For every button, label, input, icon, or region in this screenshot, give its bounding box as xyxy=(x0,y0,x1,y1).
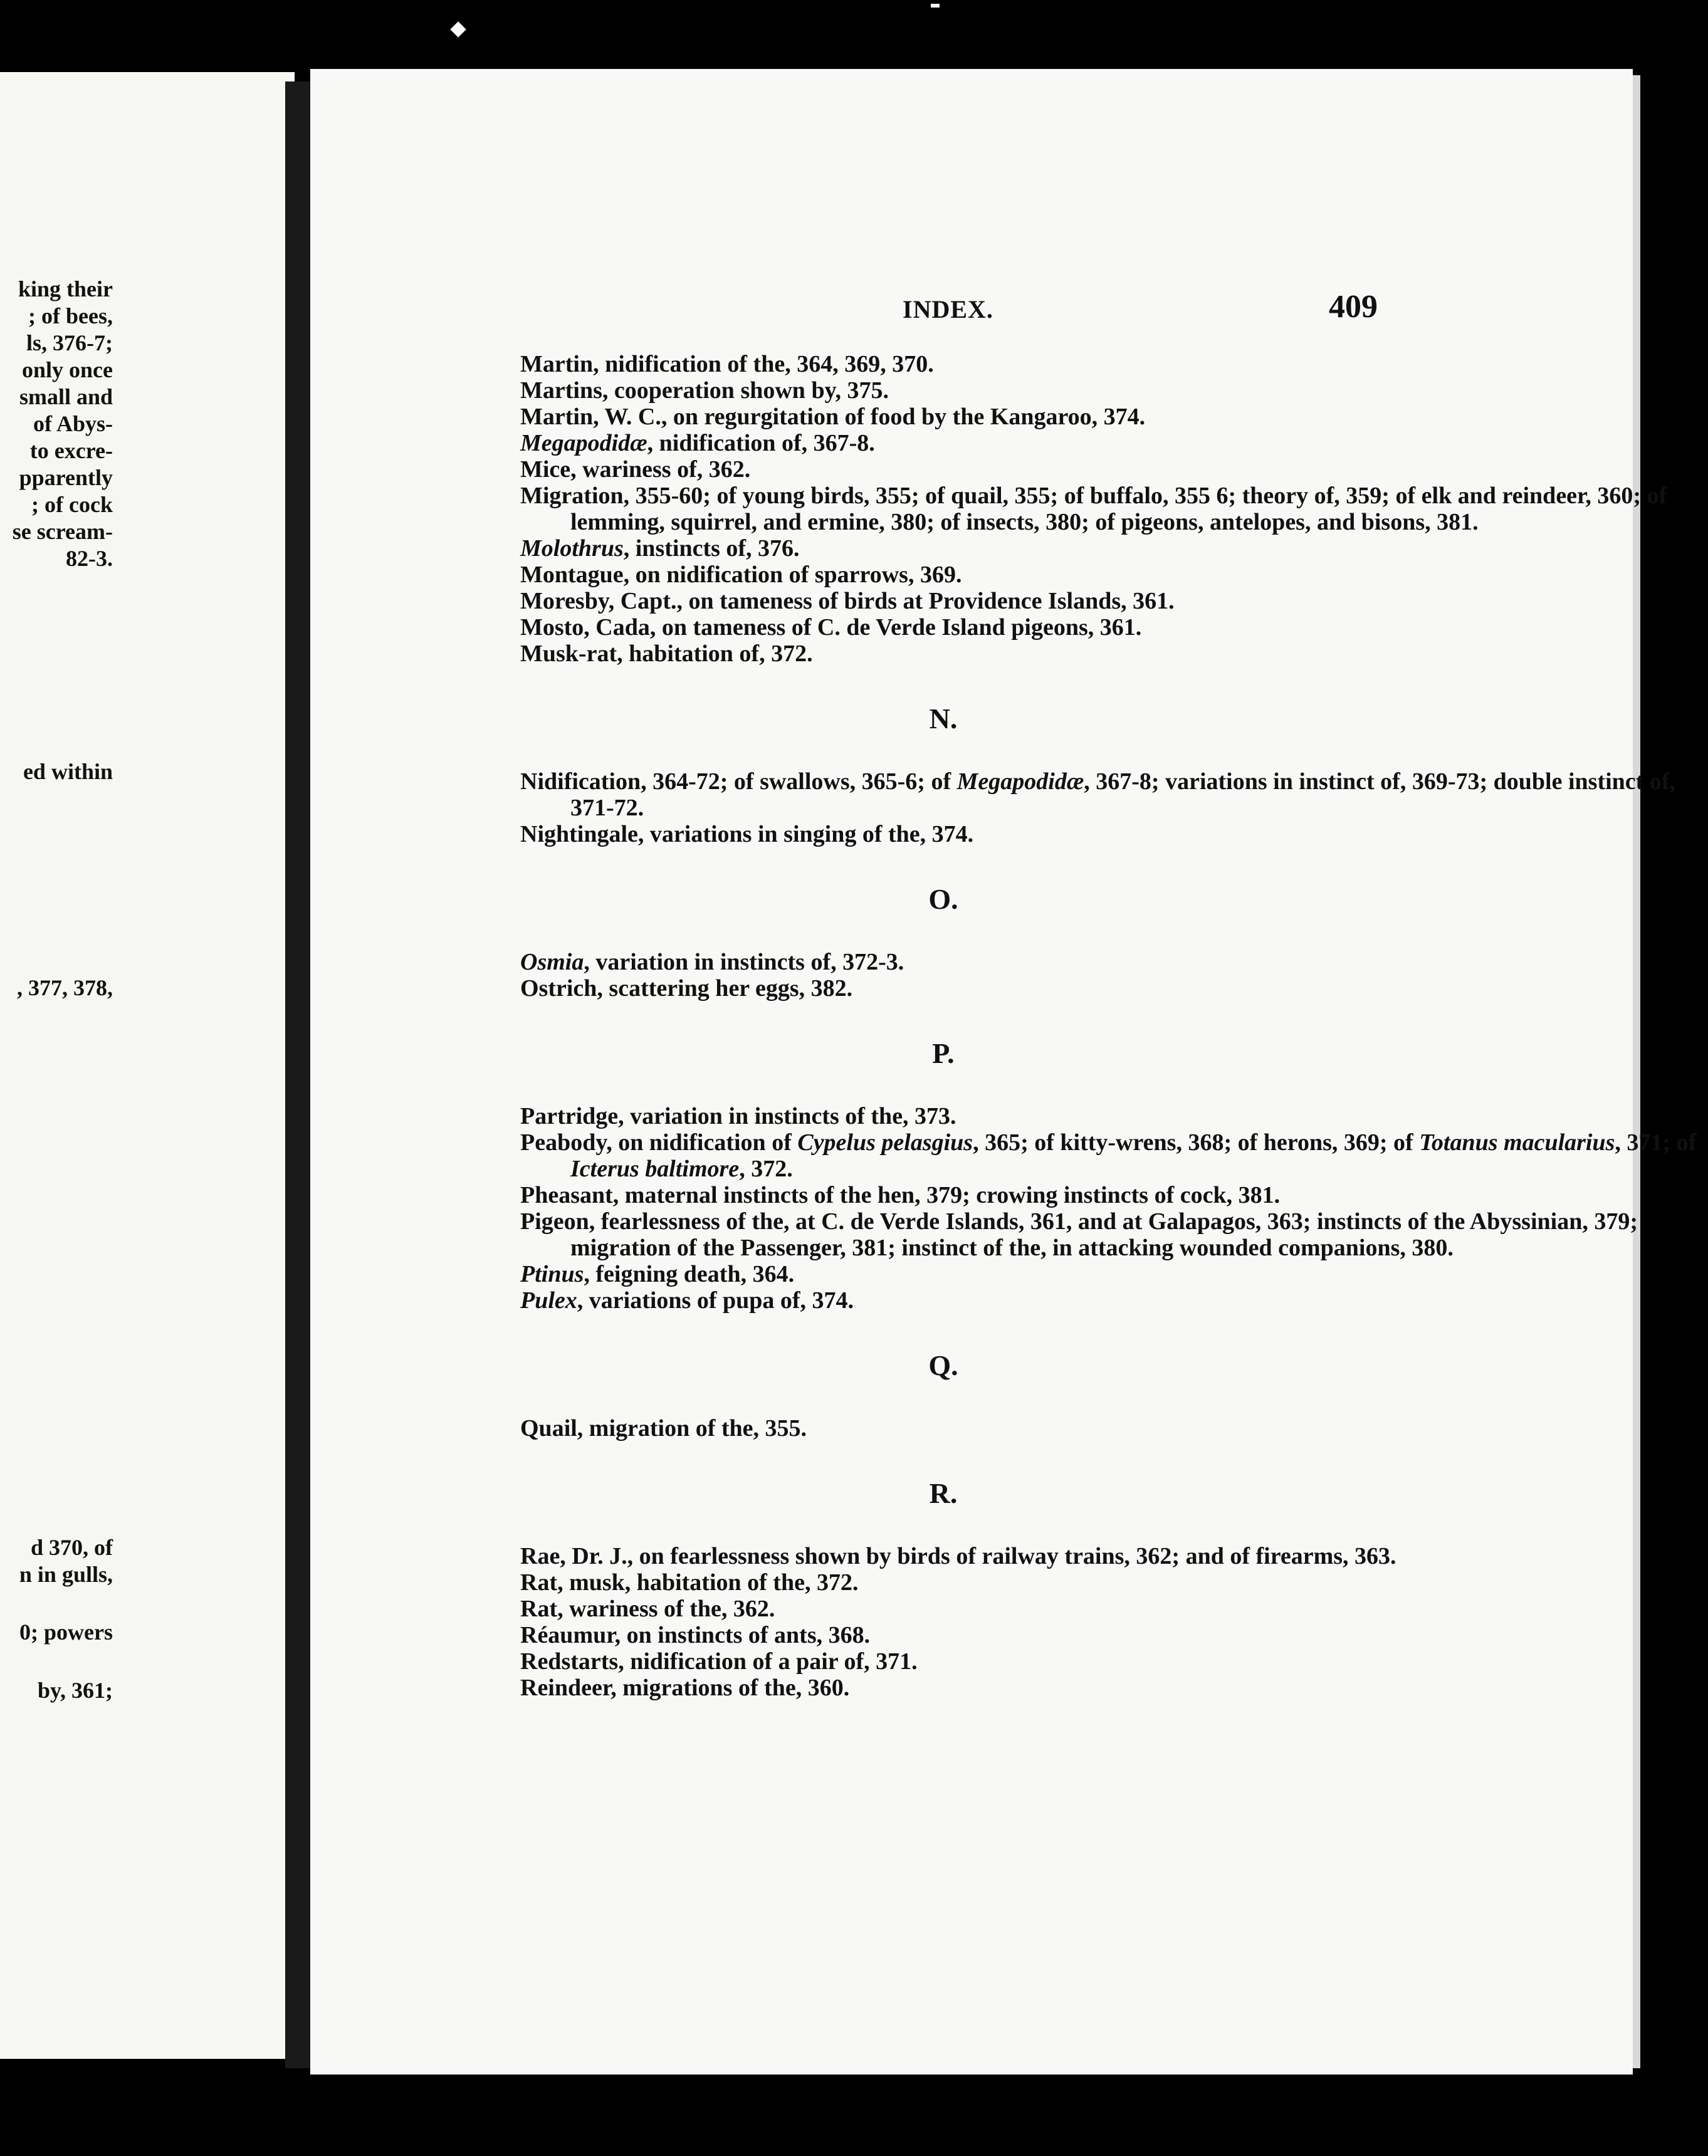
index-entry: Pheasant, maternal instincts of the hen, 379; crowing instincts of cock, 381. xyxy=(520,1182,1281,1208)
facing-page-fragment: se scream- xyxy=(12,519,113,544)
index-entry: Martins, cooperation shown by, 375. xyxy=(520,377,889,404)
scan-speck xyxy=(450,21,466,37)
index-entry: Rat, musk, habitation of the, 372. xyxy=(520,1569,859,1596)
index-entry: Ostrich, scattering her eggs, 382. xyxy=(520,975,853,1002)
index-entry: Redstarts, nidification of a pair of, 371. xyxy=(520,1648,918,1675)
facing-page-fragment: only once xyxy=(21,357,113,382)
facing-page-fragment: small and xyxy=(19,384,113,409)
facing-page-fragment: d 370, of xyxy=(30,1535,113,1560)
section-letter: N. xyxy=(929,703,958,735)
index-entry: Martin, W. C., on regurgitation of food by the Kangaroo, 374. xyxy=(520,404,1146,430)
index-entry: Martin, nidification of the, 364, 369, 370. xyxy=(520,351,934,377)
index-entry: Mosto, Cada, on tameness of C. de Verde Island pigeons, 361. xyxy=(520,614,1142,641)
facing-page-fragment: ; of cock xyxy=(31,492,113,517)
index-entry: Nidification, 364-72; of swallows, 365-6; of Megapodidæ, 367-8; variations in instinct of, 369-73; double instinct of, 371-72. xyxy=(520,768,1675,821)
facing-page-fragment: ed within xyxy=(23,759,113,784)
index-entry: Megapodidæ, nidification of, 367-8. xyxy=(520,430,875,456)
section-letter: Q. xyxy=(928,1349,958,1381)
page-number: 409 xyxy=(1329,289,1378,325)
facing-page xyxy=(0,72,295,2059)
page-header xyxy=(310,288,1633,338)
running-head: INDEX. xyxy=(903,295,993,323)
index-entry: Pigeon, fearlessness of the, at C. de Verde Islands, 361, and at Galapagos, 363; instincts of the Abyssinian, 379; migration of the Passenger, 381; instinct of the, in attacking wounded companions, 380. xyxy=(520,1208,1638,1261)
index-entry: Osmia, variation in instincts of, 372-3. xyxy=(520,949,904,975)
index-entry: Molothrus, instincts of, 376. xyxy=(520,535,800,562)
facing-page-fragment: n in gulls, xyxy=(19,1562,113,1587)
index-entry: Moresby, Capt., on tameness of birds at Providence Islands, 361. xyxy=(520,588,1175,614)
index-entry: Réaumur, on instincts of ants, 368. xyxy=(520,1622,871,1648)
section-letter: R. xyxy=(929,1477,958,1509)
index-entry: Rae, Dr. J., on fearlessness shown by birds of railway trains, 362; and of firearms, 363. xyxy=(520,1543,1396,1569)
facing-page-fragment: ; of bees, xyxy=(28,303,113,328)
facing-page-fragment: to excre- xyxy=(29,438,113,463)
book-gutter xyxy=(285,81,310,2068)
facing-page-fragment: 82-3. xyxy=(66,546,113,571)
index-entry: Mice, wariness of, 362. xyxy=(520,456,751,483)
facing-page-fragment: of Abys- xyxy=(33,411,113,436)
facing-page-fragment: pparently xyxy=(19,465,113,490)
index-body xyxy=(520,351,1708,1701)
index-entry: Quail, migration of the, 355. xyxy=(520,1415,807,1442)
facing-page-fragment: , 377, 378, xyxy=(17,975,113,1000)
facing-page-fragment: king their xyxy=(18,276,113,301)
facing-page-fragment: by, 361; xyxy=(37,1678,113,1703)
index-entry: Partridge, variation in instincts of the, 373. xyxy=(520,1103,956,1129)
facing-page-fragment: ls, 376-7; xyxy=(26,330,113,355)
facing-page-fragment: 0; powers xyxy=(19,1620,113,1645)
index-entry: Montague, on nidification of sparrows, 369. xyxy=(520,562,962,588)
index-entry: Peabody, on nidification of Cypelus pelasgius, 365; of kitty-wrens, 368; of herons, 369; of Totanus macularius, 371; of Icterus baltimore, 372. xyxy=(520,1129,1697,1182)
index-entry: Musk-rat, habitation of, 372. xyxy=(520,641,813,667)
section-letter: P. xyxy=(932,1037,955,1069)
index-entry: Pulex, variations of pupa of, 374. xyxy=(520,1287,854,1314)
section-letter: O. xyxy=(928,883,958,915)
index-entry: Reindeer, migrations of the, 360. xyxy=(520,1675,850,1701)
index-page xyxy=(310,69,1697,2075)
index-entry: Nightingale, variations in singing of the, 374. xyxy=(520,821,974,847)
index-entry: Ptinus, feigning death, 364. xyxy=(520,1261,795,1287)
index-entry: Migration, 355-60; of young birds, 355; of quail, 355; of buffalo, 355 6; theory of, 359; of elk and reindeer, 360; of lemming, squirrel, and ermine, 380; of insects, 380; of pigeons, antelopes, and bisons, 381. xyxy=(520,483,1667,535)
scan-speck xyxy=(931,4,940,8)
index-entry: Rat, wariness of the, 362. xyxy=(520,1596,775,1622)
